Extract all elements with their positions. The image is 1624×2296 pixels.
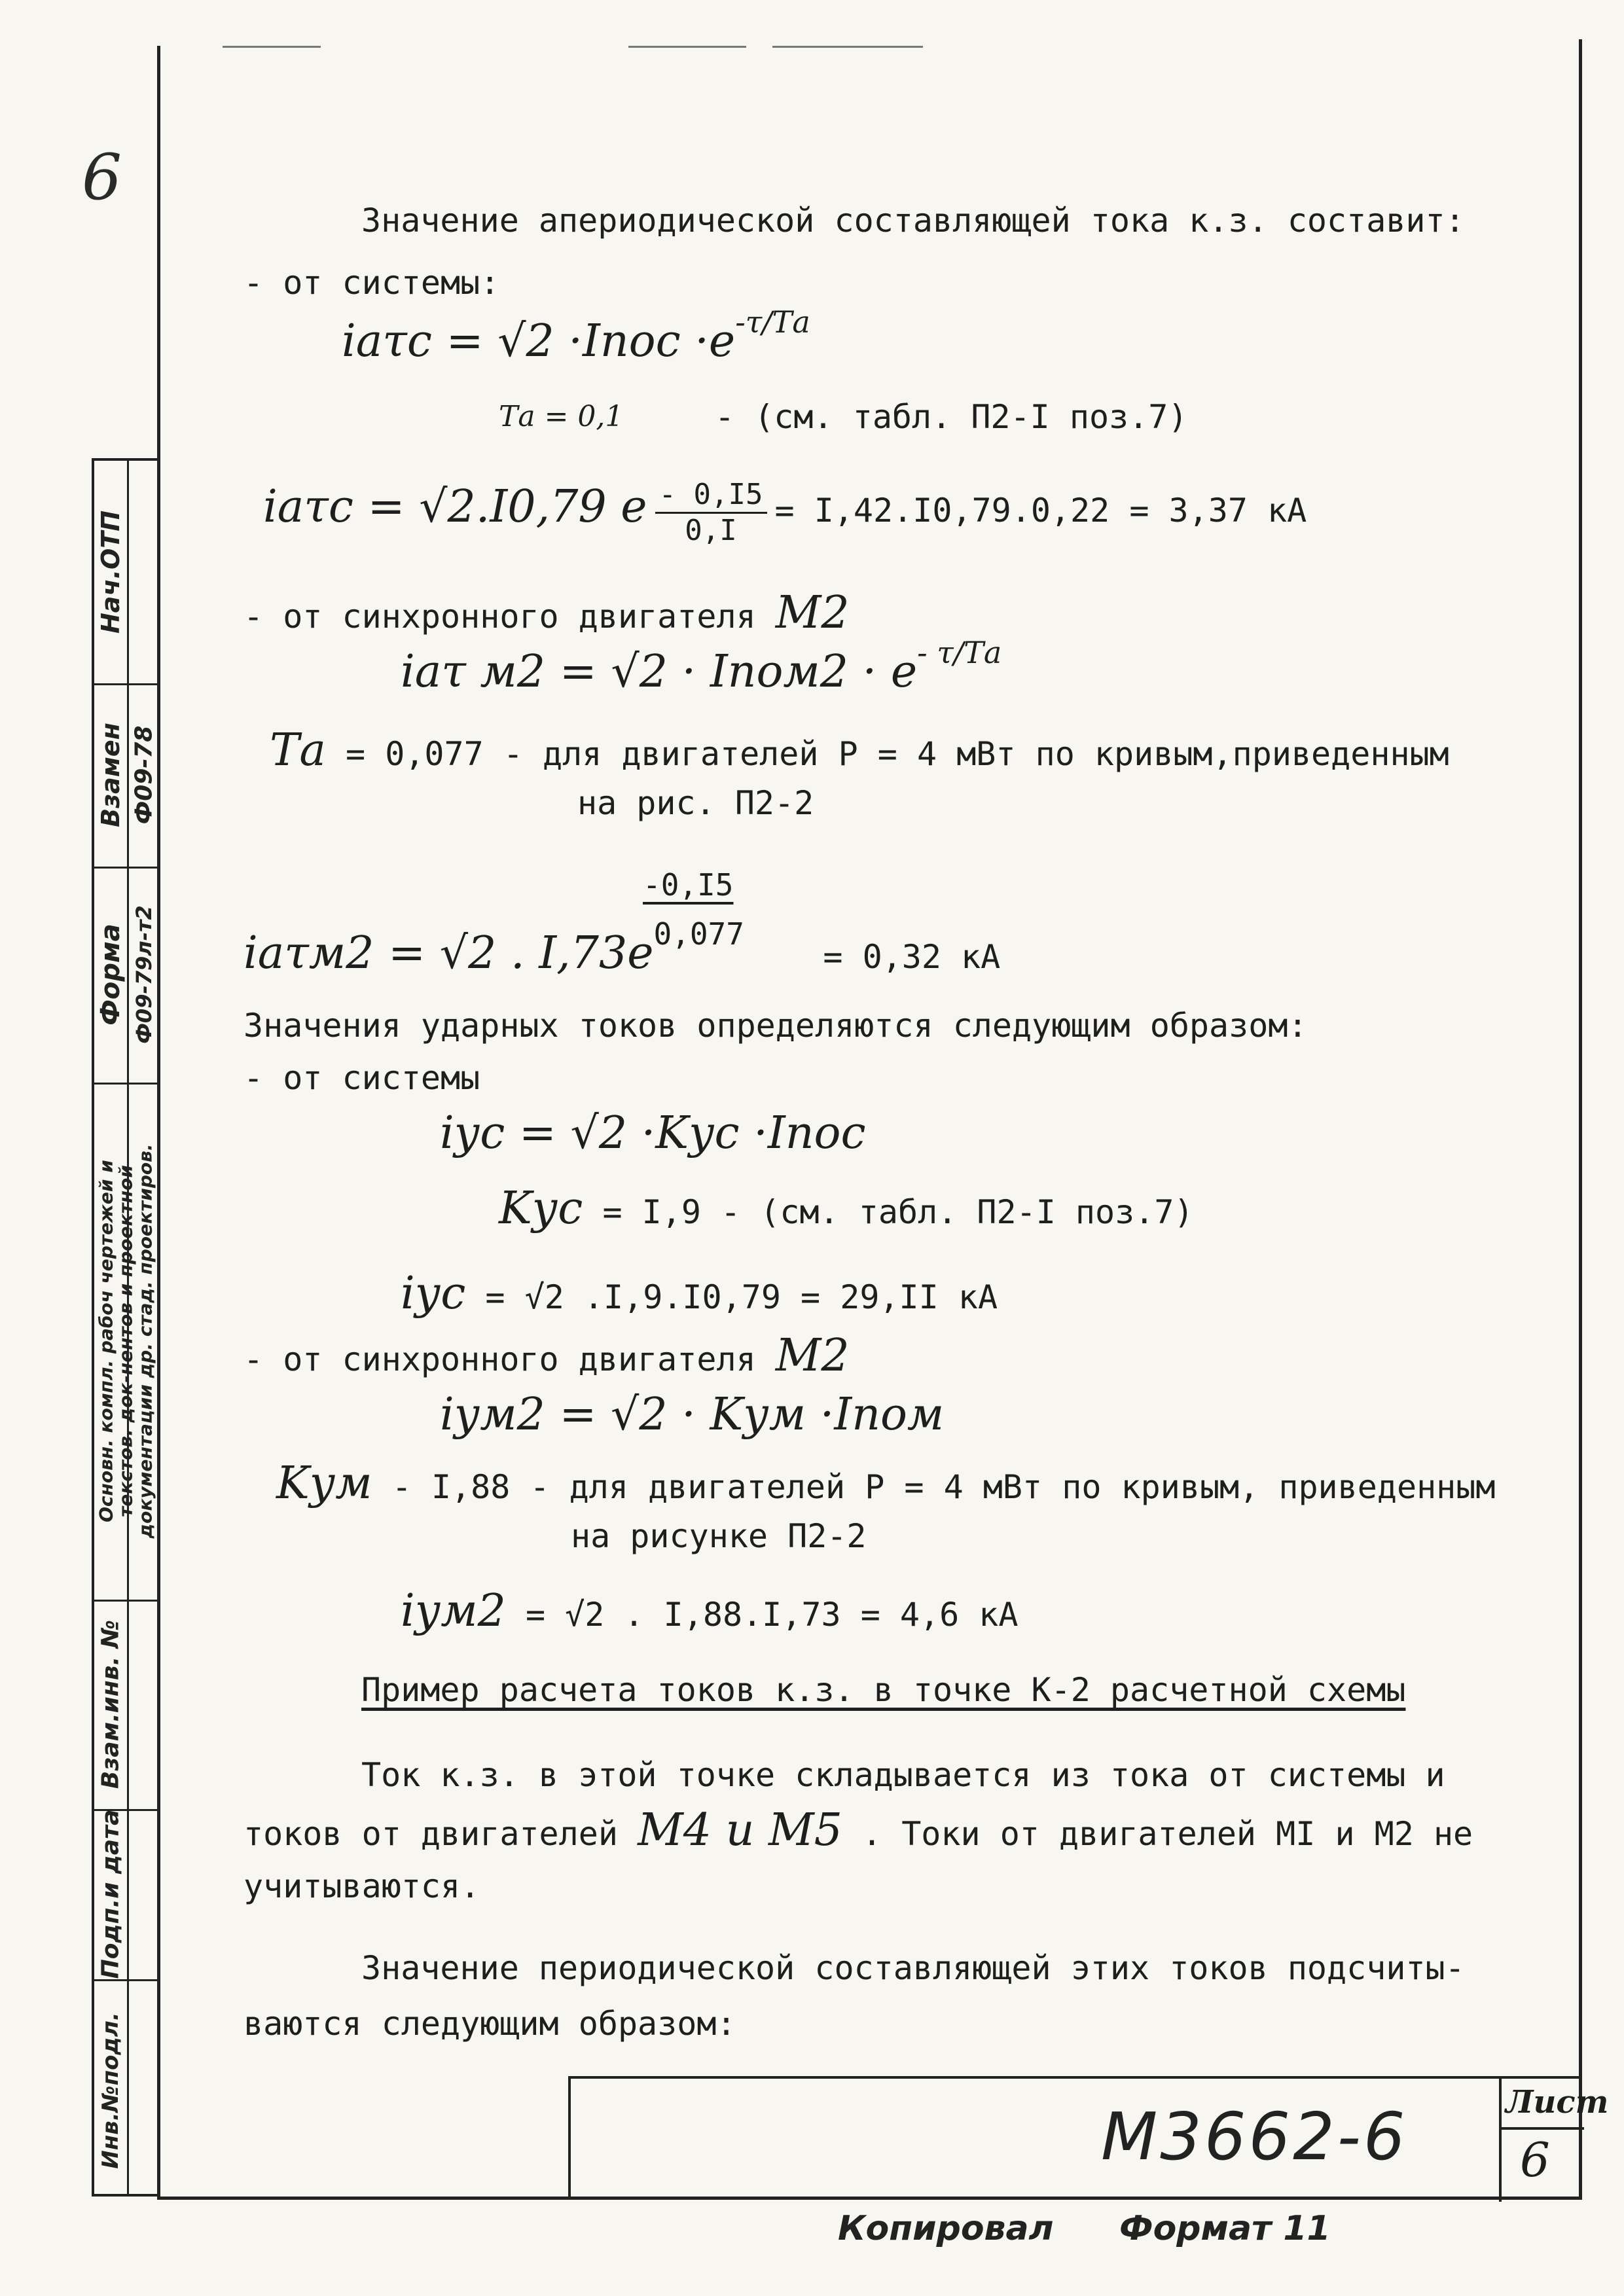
stamp-inv-podl: Инв.№подл. bbox=[98, 2012, 124, 2169]
frame-left-line bbox=[157, 46, 160, 2199]
stamp-osnovn-2: текстов. док-нентов и проектной bbox=[115, 1165, 137, 1517]
formula-3: iaτ м2 = √2 · Iпом2 · $e^{- \tau/Tа}$ bbox=[401, 635, 1002, 698]
footer-format: Формат 11 bbox=[1119, 2209, 1331, 2248]
paragraph-1-line-2: токов от двигателей М4 и М5 . Токи от двигателей МI и М2 не bbox=[244, 1804, 1473, 1856]
stamp-osnovn-3: документации др. стад. проектиров. bbox=[134, 1143, 156, 1539]
side-stamp bbox=[92, 458, 157, 2197]
text-line-5: на рис. П2-2 bbox=[577, 784, 814, 822]
formula-9: Kум - I,88 - для двигателей Р = 4 мВт по кривым, приведенным bbox=[276, 1458, 1496, 1509]
text-line-8: - от синхронного двигателя М2 bbox=[244, 1330, 850, 1382]
formula-4-numerator: -0,I5 bbox=[643, 867, 734, 903]
stamp-osnovn-1: Основн. компл. рабоч чертежей и bbox=[95, 1160, 117, 1522]
text-line-2: - от системы: bbox=[244, 264, 500, 302]
formula-2: iaτс = √2.I0,79 e $\frac{- 0,I5}{0,I}$ = I,42.I0,79.0,22 = 3,37 кА bbox=[263, 478, 1307, 547]
formula-1: iaτс = √2 ·Iпос $\cdot e^{-\tau/Tа}$ bbox=[342, 304, 810, 367]
stamp-forma-value: Ф09-79л-т2 bbox=[132, 905, 156, 1044]
text-line-6: Значения ударных токов определяются следующим образом: bbox=[244, 1007, 1308, 1045]
stamp-vzamen-value: Ф09-78 bbox=[130, 725, 158, 825]
page-number: 6 bbox=[82, 141, 122, 214]
document-number: М3662-6 bbox=[1101, 2098, 1408, 2175]
footer-kopiroval: Копировал bbox=[838, 2209, 1054, 2248]
stamp-podp-data: Подп.и дата bbox=[97, 1809, 124, 1979]
formula-8: iум2 = √2 · Kум ·Iпом bbox=[440, 1389, 945, 1441]
paragraph-1-line-1: Ток к.з. в этой точке складывается из тока от системы и bbox=[361, 1756, 1445, 1794]
title-block bbox=[568, 2076, 1609, 2199]
paragraph-1-line-3: учитываются. bbox=[244, 1867, 480, 1905]
formula-1-ref: - (см. табл. П2-I поз.7) bbox=[715, 398, 1188, 436]
sheet-number: 6 bbox=[1520, 2132, 1550, 2187]
paragraph-2-line-2: ваются следующим образом: bbox=[244, 2005, 736, 2043]
formula-6: Kус = I,9 - (см. табл. П2-I поз.7) bbox=[499, 1183, 1194, 1234]
formula-5: iус = √2 ·Kус ·Iпос bbox=[440, 1107, 866, 1159]
sheet-label: Лист bbox=[1506, 2084, 1609, 2121]
section-heading: Пример расчета токов к.з. в точке К-2 расчетной схемы bbox=[361, 1671, 1406, 1709]
formula-1-ta: Та = 0,1 bbox=[499, 400, 624, 433]
paragraph-2-line-1: Значение периодической составляющей этих токов подсчиты- bbox=[361, 1949, 1465, 1987]
formula-10: iум2 = √2 . I,88.I,73 = 4,6 кА bbox=[401, 1585, 1019, 1637]
stamp-forma: Форма bbox=[96, 924, 126, 1026]
stamp-nach-otp: Нач.ОТП bbox=[96, 511, 125, 634]
text-line-3: - от синхронного двигателя М2 bbox=[244, 587, 850, 639]
text-line-9: на рисунке П2-2 bbox=[571, 1517, 867, 1555]
text-line-1: Значение апериодической составляющей тока к.з. составит: bbox=[361, 202, 1465, 240]
text-line-4: Тa = 0,077 - для двигателей Р = 4 мВт по кривым,приведенным bbox=[270, 725, 1449, 776]
stamp-vzamen: Взамен bbox=[96, 723, 125, 827]
formula-7: iус = √2 .I,9.I0,79 = 29,II кА bbox=[401, 1268, 998, 1319]
frame-right-line bbox=[1579, 39, 1582, 2199]
stamp-vzam-inv: Взам.инв. № bbox=[97, 1619, 124, 1789]
formula-4: iaτм2 = √2 . I,73e0,077 = 0,32 кА bbox=[244, 916, 1001, 979]
text-line-7: - от системы bbox=[244, 1059, 480, 1097]
